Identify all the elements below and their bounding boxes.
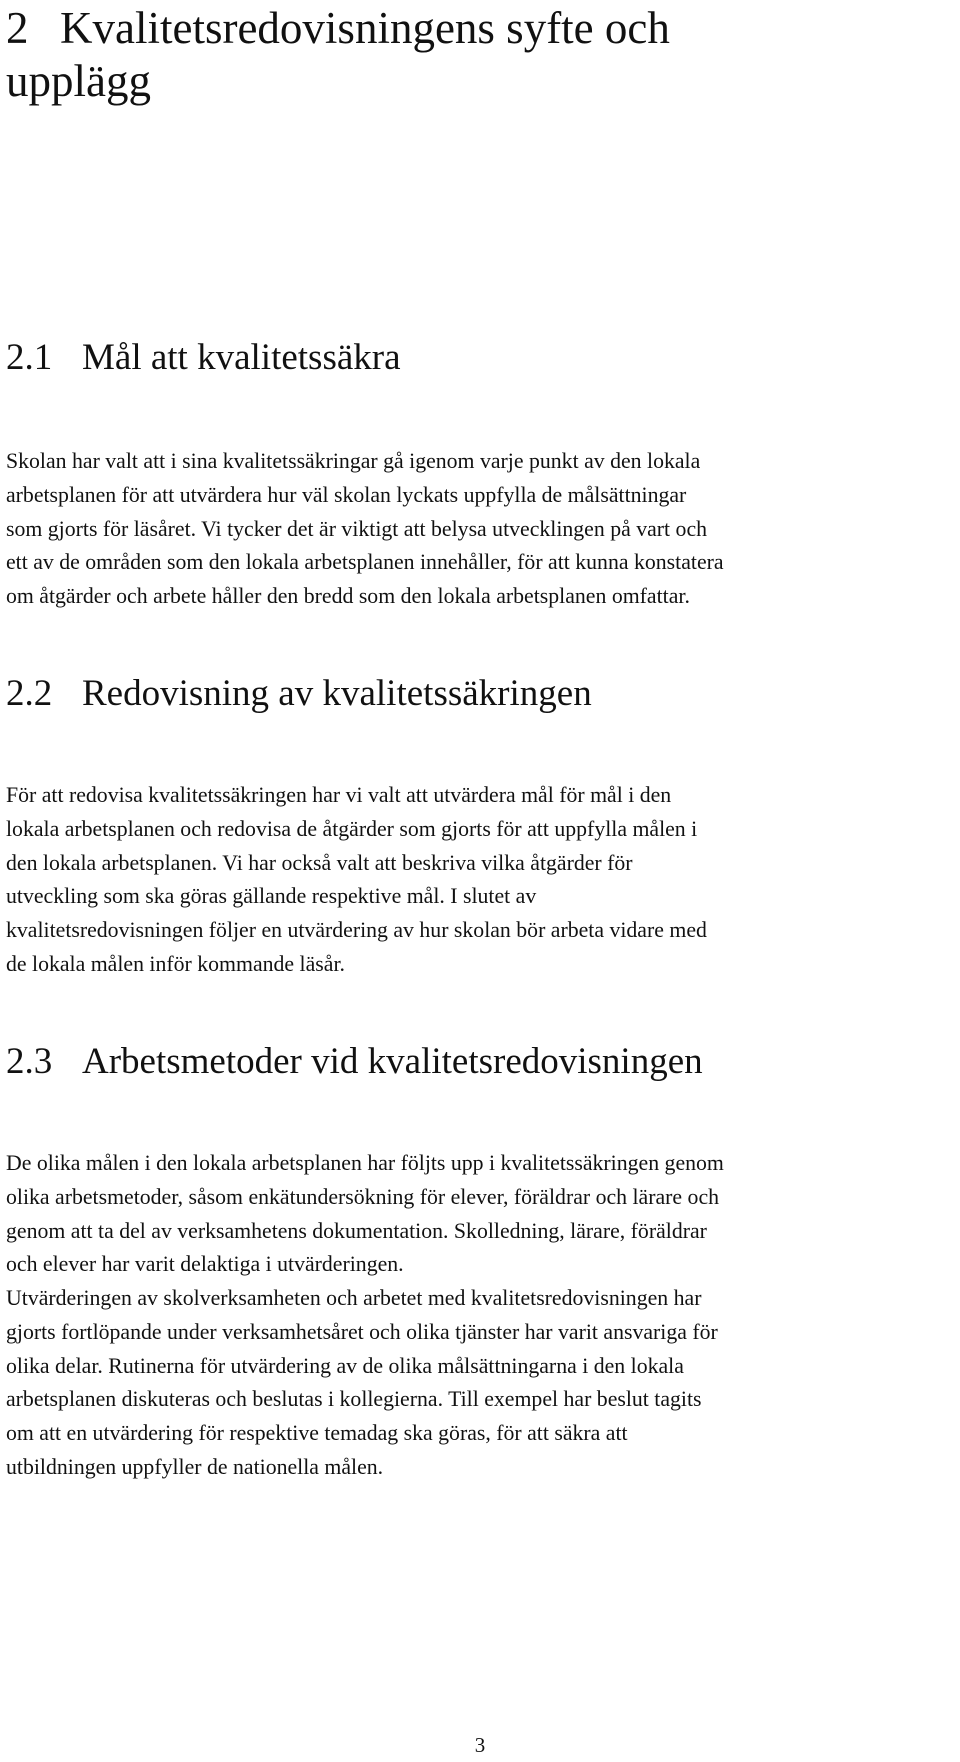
- section-paragraph: [6, 779, 707, 982]
- paragraph-line: För att redovisa kvalitetssäkringen har vi valt att utvärdera mål för mål i den: [6, 783, 672, 807]
- paragraph-line: Utvärderingen av skolverksamheten och arbetet med kvalitetsredovisningen har: [6, 1286, 702, 1310]
- chapter-heading: [6, 2, 670, 108]
- paragraph-line: den lokala arbetsplanen. Vi har också valt att beskriva vilka åtgärder för: [6, 850, 633, 875]
- chapter-heading-line-1: [6, 2, 670, 55]
- section-title: Redovisning av kvalitetssäkringen: [82, 673, 592, 714]
- section-title: Arbetsmetoder vid kvalitetsredovisningen: [82, 1041, 703, 1082]
- chapter-title-line: Kvalitetsredovisningens syfte och: [60, 3, 670, 53]
- paragraph-line: de lokala målen inför kommande läsår.: [6, 951, 345, 976]
- paragraph-line: lokala arbetsplanen och redovisa de åtgärder som gjorts för att uppfylla målen i: [6, 816, 698, 841]
- chapter-number: 2: [6, 3, 29, 53]
- paragraph-line: gjorts fortlöpande under verksamhetsåret och olika tjänster har varit ansvariga för: [6, 1319, 718, 1344]
- paragraph-line: olika arbetsmetoder, såsom enkätundersökning för elever, föräldrar och lärare och: [6, 1184, 720, 1209]
- paragraph-line: De olika målen i den lokala arbetsplanen har följts upp i kvalitetssäkringen genom: [6, 1151, 724, 1175]
- section-paragraph: [6, 1147, 724, 1282]
- section-number: 2.1: [6, 337, 53, 378]
- section-heading: [6, 336, 401, 380]
- paragraph-line: arbetsplanen diskuteras och beslutas i kollegierna. Till exempel har beslut tagits: [6, 1387, 702, 1412]
- paragraph-line: utveckling som ska göras gällande respektive mål. I slutet av: [6, 884, 537, 909]
- section-paragraph: [6, 1282, 718, 1485]
- paragraph-line: genom att ta del av verksamhetens dokumentation. Skolledning, lärare, föräldrar: [6, 1218, 707, 1243]
- section-heading: [6, 672, 592, 716]
- paragraph-line: och elever har varit delaktiga i utvärderingen.: [6, 1252, 404, 1277]
- page-number: 3: [474, 1733, 486, 1757]
- section-paragraph: [6, 445, 724, 614]
- paragraph-line: kvalitetsredovisningen följer en utvärdering av hur skolan bör arbeta vidare med: [6, 918, 707, 943]
- paragraph-line: utbildningen uppfyller de nationella målen.: [6, 1454, 384, 1479]
- paragraph-line: som gjorts för läsåret. Vi tycker det är viktigt att belysa utvecklingen på vart och: [6, 516, 708, 541]
- paragraph-line: om att en utvärdering för respektive temadag ska göras, för att säkra att: [6, 1421, 628, 1446]
- paragraph-line: ett av de områden som den lokala arbetsplanen innehåller, för att kunna konstatera: [6, 550, 724, 575]
- paragraph-line: Skolan har valt att i sina kvalitetssäkringar gå igenom varje punkt av den lokala: [6, 449, 701, 473]
- chapter-title-line: upplägg: [6, 56, 151, 106]
- paragraph-line: arbetsplanen för att utvärdera hur väl skolan lyckats uppfylla de målsättningar: [6, 482, 687, 507]
- paragraph-line: olika delar. Rutinerna för utvärdering av de olika målsättningarna i den lokala: [6, 1353, 684, 1378]
- section-heading: [6, 1040, 703, 1084]
- paragraph-line: om åtgärder och arbete håller den bredd som den lokala arbetsplanen omfattar.: [6, 584, 690, 609]
- section-number: 2.2: [6, 673, 53, 714]
- section-title: Mål att kvalitetssäkra: [82, 337, 401, 378]
- section-number: 2.3: [6, 1041, 53, 1082]
